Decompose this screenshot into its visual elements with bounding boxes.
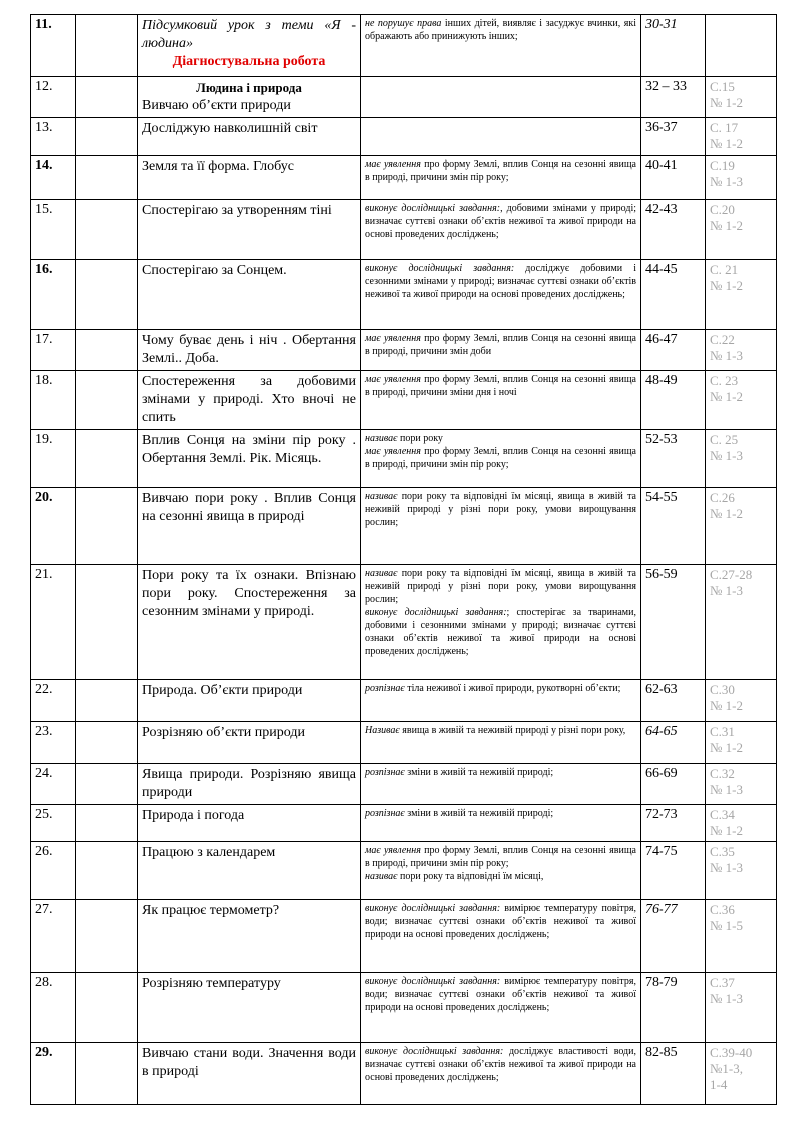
workbook-exercises — [706, 430, 777, 488]
lesson-number: 15. — [31, 200, 76, 260]
result-verb: виконує дослідницькі завдання: — [365, 607, 507, 618]
table-row — [31, 77, 777, 118]
topic-text: Вивчаю об’єкти природи — [142, 98, 291, 113]
expected-results — [361, 680, 641, 722]
lesson-number: 12. — [31, 77, 76, 118]
expected-results — [361, 973, 641, 1043]
result-verb: має уявлення — [365, 159, 421, 170]
expected-results — [361, 430, 641, 488]
lesson-topic: Як працює термометр? — [138, 900, 361, 973]
expected-results — [361, 805, 641, 842]
result-text: пори року та відповідні їм місяці, явища в живій та неживій природі у різні пори року, умови вирощування рослин; — [365, 568, 636, 605]
textbook-pages: 32 – 33 — [641, 77, 706, 118]
lesson-number: 28. — [31, 973, 76, 1043]
table-row — [31, 330, 777, 371]
ex-page: С.34 — [710, 807, 735, 822]
result-verb: розпізнає — [365, 767, 405, 778]
result-verb: виконує дослідницькі завдання: — [365, 976, 501, 987]
table-row — [31, 680, 777, 722]
workbook-exercises — [706, 900, 777, 973]
lesson-topic: Явища природи. Розрізняю явища природи — [138, 764, 361, 805]
workbook-exercises — [706, 330, 777, 371]
expected-results — [361, 118, 641, 156]
ex-page: С.19 — [710, 158, 735, 173]
result-text: інших дітей, виявляє і засуджує вчинки, які ображають або принижують інших; — [365, 18, 637, 42]
ex-page: С.31 — [710, 724, 735, 739]
result-verb: має уявлення — [365, 374, 421, 385]
result-verb: виконує дослідницькі завдання: — [365, 1046, 504, 1057]
lesson-number: 19. — [31, 430, 76, 488]
ex-page: С. 21 — [710, 262, 739, 277]
empty-cell — [76, 973, 138, 1043]
ex-tasks: № 1-2 — [710, 823, 743, 838]
expected-results — [361, 900, 641, 973]
result-verb: розпізнає — [365, 683, 405, 694]
result-text: пори року та відповідні їм місяці, — [397, 871, 544, 882]
textbook-pages: 46-47 — [641, 330, 706, 371]
lesson-number: 17. — [31, 330, 76, 371]
diagnostic-label: Діагностувальна робота — [172, 54, 326, 69]
ex-tasks: № 1-5 — [710, 918, 743, 933]
empty-cell — [76, 764, 138, 805]
workbook-exercises — [706, 805, 777, 842]
empty-cell — [76, 118, 138, 156]
lesson-number: 24. — [31, 764, 76, 805]
ex-page: С.37 — [710, 975, 735, 990]
ex-page: С.20 — [710, 202, 735, 217]
result-text: пори року — [397, 433, 443, 444]
workbook-exercises — [706, 488, 777, 565]
lesson-topic: Вивчаю пори року . Вплив Сонця на сезонні явища в природі — [138, 488, 361, 565]
expected-results — [361, 842, 641, 900]
textbook-pages: 52-53 — [641, 430, 706, 488]
result-text: тіла неживої і живої природи, рукотворні об’єкти; — [404, 683, 621, 694]
table-row — [31, 200, 777, 260]
table-row — [31, 722, 777, 764]
lesson-number: 20. — [31, 488, 76, 565]
expected-results — [361, 565, 641, 680]
result-text: про форму Землі, вплив Сонця на сезонні явища в природі, причини зміни дня і ночі — [365, 374, 636, 398]
table-row — [31, 842, 777, 900]
ex-tasks: № 1-3 — [710, 583, 743, 598]
lesson-number: 27. — [31, 900, 76, 973]
result-text: вимірює температуру повітря, води; визначає суттєві ознаки об’єктів неживої та живої природи на основі проведених досліджень; — [365, 903, 636, 940]
empty-cell — [76, 680, 138, 722]
lesson-number: 21. — [31, 565, 76, 680]
lesson-topic: Вплив Сонця на зміни пір року . Обертання Землі. Рік. Місяць. — [138, 430, 361, 488]
lesson-number: 26. — [31, 842, 76, 900]
pages-value: 76-77 — [645, 902, 678, 917]
empty-cell — [76, 260, 138, 330]
table-row — [31, 973, 777, 1043]
workbook-exercises — [706, 1043, 777, 1105]
ex-page: С.26 — [710, 490, 735, 505]
empty-cell — [76, 1043, 138, 1105]
expected-results — [361, 200, 641, 260]
expected-results — [361, 260, 641, 330]
ex-page: С. 25 — [710, 432, 739, 447]
lesson-topic — [138, 15, 361, 77]
ex-tasks: № 1-3 — [710, 860, 743, 875]
textbook-pages — [641, 722, 706, 764]
lesson-topic — [138, 77, 361, 118]
result-verb: називає — [365, 433, 398, 444]
pages-value: 30-31 — [645, 17, 678, 32]
empty-cell — [76, 722, 138, 764]
result-verb: має уявлення — [365, 333, 421, 344]
empty-cell — [76, 565, 138, 680]
table-row — [31, 1043, 777, 1105]
ex-tasks: № 1-3 — [710, 174, 743, 189]
lesson-number: 14. — [31, 156, 76, 200]
textbook-pages: 74-75 — [641, 842, 706, 900]
workbook-exercises — [706, 565, 777, 680]
workbook-exercises — [706, 200, 777, 260]
table-row — [31, 764, 777, 805]
ex-page: С.27-28 — [710, 567, 753, 582]
result-verb: називає — [365, 568, 398, 579]
lesson-topic: Спостерігаю за утворенням тіні — [138, 200, 361, 260]
ex-tasks: № 1-2 — [710, 389, 743, 404]
expected-results — [361, 330, 641, 371]
ex-tasks: № 1-2 — [710, 95, 743, 110]
textbook-pages: 62-63 — [641, 680, 706, 722]
table-row — [31, 118, 777, 156]
result-text: про форму Землі, вплив Сонця на сезонні явища в природі, причини змін доби — [365, 333, 636, 357]
lesson-plan-table — [30, 14, 777, 1105]
ex-page: С. 23 — [710, 373, 739, 388]
topic-text: Підсумковий урок з теми «Я - людина» — [142, 18, 356, 51]
textbook-pages: 82-85 — [641, 1043, 706, 1105]
expected-results — [361, 764, 641, 805]
lesson-number: 13. — [31, 118, 76, 156]
result-verb: називає — [365, 491, 398, 502]
textbook-pages: 42-43 — [641, 200, 706, 260]
empty-cell — [76, 371, 138, 430]
result-text: досліджує добовими і сезонними змінами у природі; визначає суттєві ознаки об’єктів неживої та живої природи на основі проведених досліджень; — [365, 263, 636, 300]
empty-cell — [76, 330, 138, 371]
workbook-exercises — [706, 764, 777, 805]
result-text: явища в живій та неживій природі у різні пори року, — [399, 725, 626, 736]
lesson-topic: Природа. Об’єкти природи — [138, 680, 361, 722]
result-verb: не порушує права — [365, 18, 442, 29]
result-text: про форму Землі, вплив Сонця на сезонні явища в природі, причини змін пір року; — [365, 159, 636, 183]
empty-cell — [76, 430, 138, 488]
result-text: про форму Землі, вплив Сонця на сезонні явища в природі, причини змін пір року; — [365, 446, 636, 470]
ex-tasks: № 1-2 — [710, 698, 743, 713]
textbook-pages: 40-41 — [641, 156, 706, 200]
empty-cell — [76, 488, 138, 565]
ex-tasks: № 1-2 — [710, 218, 743, 233]
table-row — [31, 15, 777, 77]
table-row — [31, 371, 777, 430]
lesson-topic: Працюю з календарем — [138, 842, 361, 900]
workbook-exercises — [706, 15, 777, 77]
ex-tasks: № 1-2 — [710, 278, 743, 293]
expected-results — [361, 722, 641, 764]
textbook-pages: 56-59 — [641, 565, 706, 680]
workbook-exercises — [706, 842, 777, 900]
section-heading: Людина і природа — [196, 80, 302, 95]
table-row — [31, 488, 777, 565]
workbook-exercises — [706, 156, 777, 200]
result-text: пори року та відповідні їм місяці, явища в живій та неживій природі у різні пори року, умови вирощування рослин; — [365, 491, 636, 528]
table-row — [31, 156, 777, 200]
table-row — [31, 430, 777, 488]
lesson-topic: Чому буває день і ніч . Обертання Землі.. Доба. — [138, 330, 361, 371]
lesson-topic: Спостереження за добовими змінами у природі. Хто вночі не спить — [138, 371, 361, 430]
textbook-pages: 48-49 — [641, 371, 706, 430]
lesson-number: 22. — [31, 680, 76, 722]
lesson-topic: Вивчаю стани води. Значення води в природі — [138, 1043, 361, 1105]
table-row — [31, 805, 777, 842]
lesson-number: 18. — [31, 371, 76, 430]
lesson-number: 25. — [31, 805, 76, 842]
textbook-pages: 78-79 — [641, 973, 706, 1043]
ex-tasks: № 1-2 — [710, 136, 743, 151]
result-text: досліджує властивості води, визначає суттєві ознаки об’єктів неживої та живої природи на основі проведених досліджень; — [365, 1046, 636, 1083]
ex-page: С. 17 — [710, 120, 739, 135]
result-verb: має уявлення — [365, 446, 421, 457]
lesson-topic: Розрізняю об’єкти природи — [138, 722, 361, 764]
lesson-topic: Спостерігаю за Сонцем. — [138, 260, 361, 330]
lesson-topic: Розрізняю температуру — [138, 973, 361, 1043]
lesson-topic: Досліджую навколишній світ — [138, 118, 361, 156]
result-verb: виконує дослідницькі завдання: — [365, 203, 501, 214]
workbook-exercises — [706, 77, 777, 118]
workbook-exercises — [706, 680, 777, 722]
lesson-number: 16. — [31, 260, 76, 330]
expected-results — [361, 15, 641, 77]
ex-page: С.36 — [710, 902, 735, 917]
textbook-pages — [641, 15, 706, 77]
ex-page: С.22 — [710, 332, 735, 347]
result-text: вимірює температуру повітря, води; визначає суттєві ознаки об’єктів неживої та живої природи на основі проведених досліджень; — [365, 976, 636, 1013]
ex-tasks: № 1-2 — [710, 740, 743, 755]
expected-results — [361, 1043, 641, 1105]
empty-cell — [76, 805, 138, 842]
pages-value: 64-65 — [645, 724, 678, 739]
textbook-pages: 72-73 — [641, 805, 706, 842]
empty-cell — [76, 156, 138, 200]
lesson-number: 11. — [31, 15, 76, 77]
textbook-pages: 44-45 — [641, 260, 706, 330]
ex-tasks: № 1-3 — [710, 782, 743, 797]
empty-cell — [76, 200, 138, 260]
table-row — [31, 900, 777, 973]
lesson-topic: Пори року та їх ознаки. Впізнаю пори року. Спостереження за сезонним змінами у природі. — [138, 565, 361, 680]
ex-page: С.39-40 — [710, 1045, 753, 1060]
lesson-number: 23. — [31, 722, 76, 764]
ex-tasks: № 1-3 — [710, 348, 743, 363]
lesson-topic: Природа і погода — [138, 805, 361, 842]
expected-results — [361, 488, 641, 565]
workbook-exercises — [706, 118, 777, 156]
result-verb: називає — [365, 871, 398, 882]
ex-page: С.15 — [710, 79, 735, 94]
result-text: зміни в живій та неживій природі; — [404, 808, 554, 819]
textbook-pages: 54-55 — [641, 488, 706, 565]
result-verb: Називає — [365, 725, 400, 736]
workbook-exercises — [706, 371, 777, 430]
ex-page: С.32 — [710, 766, 735, 781]
workbook-exercises — [706, 260, 777, 330]
expected-results — [361, 371, 641, 430]
result-verb: виконує дослідницькі завдання: — [365, 903, 501, 914]
expected-results — [361, 156, 641, 200]
result-text: зміни в живій та неживій природі; — [404, 767, 554, 778]
ex-page: С.30 — [710, 682, 735, 697]
lesson-topic: Земля та її форма. Глобус — [138, 156, 361, 200]
ex-tasks: № 1-3 — [710, 991, 743, 1006]
empty-cell — [76, 842, 138, 900]
result-verb: розпізнає — [365, 808, 405, 819]
result-text: ; спостерігає за тваринами, добовими і сезонними змінами у природі; визначає суттєві ознаки об’єктів неживої та живої природи на основі проведених досліджень; — [365, 607, 636, 657]
empty-cell — [76, 15, 138, 77]
result-verb: має уявлення — [365, 845, 421, 856]
textbook-pages: 36-37 — [641, 118, 706, 156]
ex-tasks: № 1-2 — [710, 506, 743, 521]
ex-page: С.35 — [710, 844, 735, 859]
workbook-exercises — [706, 722, 777, 764]
table-row — [31, 260, 777, 330]
result-text: , добовими змінами у природі; визначає суттєві ознаки об’єктів неживої та живої природи на основі проведених досліджень; — [365, 203, 636, 240]
ex-tasks: №1-3, — [710, 1061, 743, 1076]
empty-cell — [76, 900, 138, 973]
result-verb: виконує дослідницькі завдання: — [365, 263, 515, 274]
empty-cell — [76, 77, 138, 118]
result-text: про форму Землі, вплив Сонця на сезонні явища в природі, причини змін пір року; — [365, 845, 636, 869]
lesson-number: 29. — [31, 1043, 76, 1105]
textbook-pages: 66-69 — [641, 764, 706, 805]
table-row — [31, 565, 777, 680]
expected-results — [361, 77, 641, 118]
workbook-exercises — [706, 973, 777, 1043]
ex-tasks-extra: 1-4 — [710, 1077, 728, 1092]
ex-tasks: № 1-3 — [710, 448, 743, 463]
textbook-pages — [641, 900, 706, 973]
